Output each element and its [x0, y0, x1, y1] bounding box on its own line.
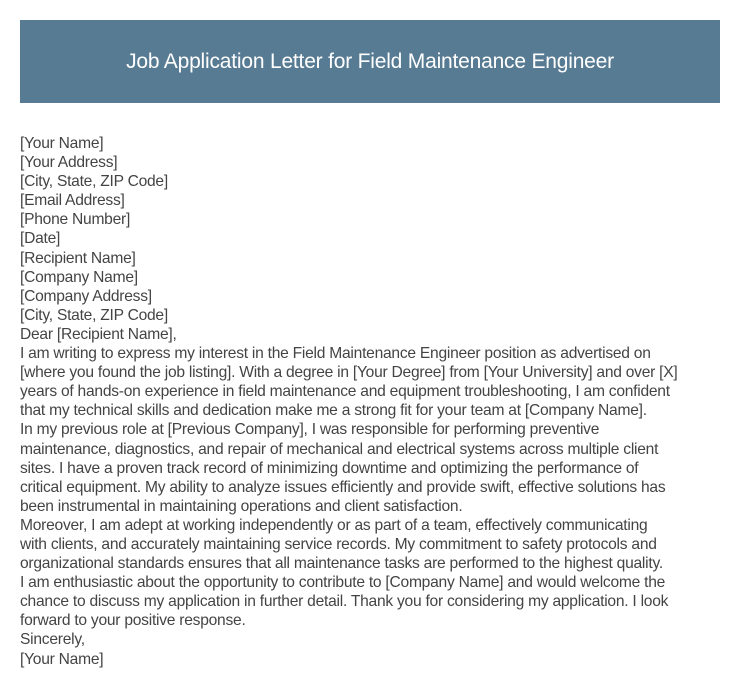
paragraph-line: [where you found the job listing]. With a degree in [Your Degree] from [Your University] and over [X]: [20, 364, 678, 382]
paragraph-line: been instrumental in maintaining operations and client satisfaction.: [20, 497, 463, 515]
salutation: Dear [Recipient Name],: [20, 325, 177, 343]
signature: [Your Name]: [20, 650, 104, 668]
page-header: [20, 20, 720, 103]
paragraph-closing: [20, 573, 722, 630]
paragraph-line: organizational standards ensures that all maintenance tasks are performed to the highest quality.: [20, 555, 663, 573]
paragraph-line: forward to your positive response.: [20, 612, 246, 630]
paragraph-line: I am enthusiastic about the opportunity to contribute to [Company Name] and would welcome the: [20, 574, 666, 592]
paragraph-line: Moreover, I am adept at working independently or as part of a team, effectively communicating: [20, 516, 648, 534]
sender-city-state-zip: [City, State, ZIP Code]: [20, 173, 168, 191]
recipient-city-state-zip: [City, State, ZIP Code]: [20, 306, 168, 324]
paragraph-line: In my previous role at [Previous Company], I was responsible for performing preventive: [20, 421, 600, 439]
letter-date: [Date]: [20, 230, 61, 248]
closing: Sincerely,: [20, 631, 85, 649]
paragraph-line: that my technical skills and dedication make me a strong fit for your team at [Company Name].: [20, 402, 647, 420]
recipient-company: [Company Name]: [20, 268, 138, 286]
sender-email: [Email Address]: [20, 192, 125, 210]
page-title: Job Application Letter for Field Maintenance Engineer: [126, 49, 614, 73]
paragraph-introduction: [20, 344, 722, 420]
paragraph-line: critical equipment. My ability to analyze issues efficiently and provide swift, effective solutions has: [20, 478, 666, 496]
paragraph-line: chance to discuss my application in further detail. Thank you for considering my application. I look: [20, 593, 669, 611]
sender-phone: [Phone Number]: [20, 211, 131, 229]
recipient-name: [Recipient Name]: [20, 249, 136, 267]
paragraph-experience: [20, 420, 722, 515]
sender-address: [Your Address]: [20, 154, 118, 172]
paragraph-skills: [20, 516, 722, 573]
letter-body: [20, 134, 722, 669]
paragraph-line: I am writing to express my interest in the Field Maintenance Engineer position as advertised on: [20, 345, 651, 363]
recipient-block: [20, 249, 722, 325]
paragraph-line: maintenance, diagnostics, and repair of mechanical and electrical systems across multiple client: [20, 440, 659, 458]
paragraph-line: with clients, and accurately maintaining service records. My commitment to safety protocols and: [20, 535, 657, 553]
paragraph-line: years of hands-on experience in field maintenance and equipment troubleshooting, I am confident: [20, 383, 670, 401]
recipient-company-address: [Company Address]: [20, 287, 152, 305]
sender-name: [Your Name]: [20, 135, 104, 152]
sender-block: [20, 134, 722, 229]
paragraph-line: sites. I have a proven track record of minimizing downtime and optimizing the performance of: [20, 459, 639, 477]
